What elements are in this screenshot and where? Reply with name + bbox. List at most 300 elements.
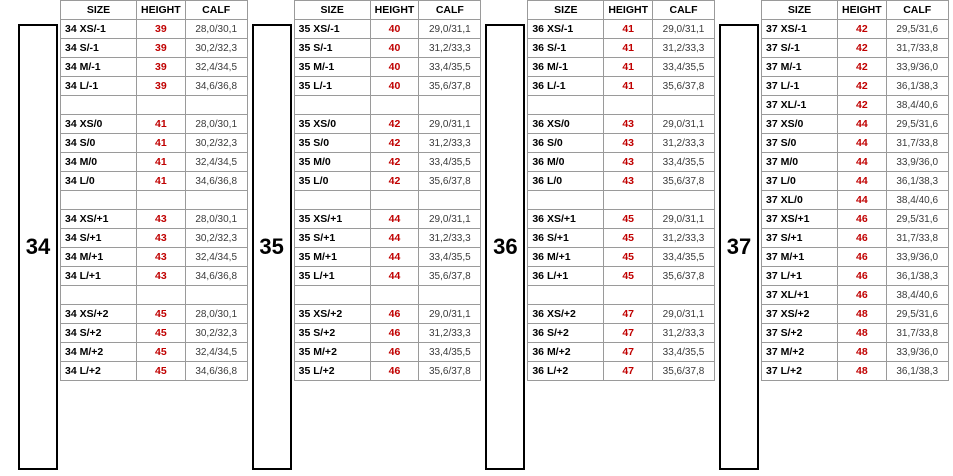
cell-height: 41 xyxy=(137,172,186,191)
size-table xyxy=(60,0,248,381)
group-label: 35 xyxy=(252,24,292,470)
cell-size: 36 S/-1 xyxy=(528,39,604,58)
table-spacer-row xyxy=(61,286,248,305)
table-row xyxy=(61,115,248,134)
cell-height: 41 xyxy=(604,77,653,96)
empty-cell xyxy=(653,191,715,210)
cell-size: 37 XL/-1 xyxy=(762,96,838,115)
cell-calf: 38,4/40,6 xyxy=(886,191,948,210)
empty-cell xyxy=(185,96,247,115)
cell-calf: 29,0/31,1 xyxy=(653,210,715,229)
empty-cell xyxy=(61,191,137,210)
empty-cell xyxy=(370,286,419,305)
cell-size: 35 L/+1 xyxy=(294,267,370,286)
column-header-calf: CALF xyxy=(653,1,715,20)
cell-size: 35 XS/+1 xyxy=(294,210,370,229)
empty-cell xyxy=(419,286,481,305)
cell-size: 37 XS/+2 xyxy=(762,305,838,324)
cell-size: 35 XS/0 xyxy=(294,115,370,134)
table-row xyxy=(294,324,481,343)
cell-calf: 33,9/36,0 xyxy=(886,153,948,172)
empty-cell xyxy=(137,286,186,305)
cell-size: 34 L/+2 xyxy=(61,362,137,381)
column-header-height: HEIGHT xyxy=(838,1,887,20)
cell-size: 37 XL/+1 xyxy=(762,286,838,305)
cell-calf: 33,4/35,5 xyxy=(419,248,481,267)
cell-calf: 32,4/34,5 xyxy=(185,153,247,172)
table-row xyxy=(762,20,949,39)
cell-size: 37 XS/-1 xyxy=(762,20,838,39)
table-row xyxy=(61,324,248,343)
table-row xyxy=(528,58,715,77)
cell-height: 47 xyxy=(604,362,653,381)
table-row xyxy=(61,210,248,229)
empty-cell xyxy=(419,191,481,210)
cell-calf: 35,6/37,8 xyxy=(419,172,481,191)
cell-calf: 35,6/37,8 xyxy=(653,362,715,381)
cell-calf: 33,4/35,5 xyxy=(653,58,715,77)
cell-height: 48 xyxy=(838,362,887,381)
cell-height: 40 xyxy=(370,58,419,77)
table-row xyxy=(61,39,248,58)
cell-size: 36 S/+2 xyxy=(528,324,604,343)
cell-height: 47 xyxy=(604,305,653,324)
empty-cell xyxy=(604,191,653,210)
table-row xyxy=(294,248,481,267)
size-table xyxy=(294,0,482,381)
empty-cell xyxy=(61,96,137,115)
cell-size: 35 M/+1 xyxy=(294,248,370,267)
column-header-calf: CALF xyxy=(185,1,247,20)
cell-height: 45 xyxy=(604,229,653,248)
cell-size: 34 M/0 xyxy=(61,153,137,172)
size-group xyxy=(252,0,482,474)
cell-size: 36 M/0 xyxy=(528,153,604,172)
size-table xyxy=(527,0,715,381)
size-table-wrapper xyxy=(294,0,482,474)
column-header-calf: CALF xyxy=(419,1,481,20)
table-row xyxy=(294,229,481,248)
cell-height: 46 xyxy=(370,343,419,362)
cell-calf: 35,6/37,8 xyxy=(419,362,481,381)
empty-cell xyxy=(61,286,137,305)
cell-size: 35 S/0 xyxy=(294,134,370,153)
table-row xyxy=(762,191,949,210)
group-label: 37 xyxy=(719,24,759,470)
cell-height: 46 xyxy=(838,210,887,229)
empty-cell xyxy=(653,286,715,305)
table-row xyxy=(528,39,715,58)
table-row xyxy=(61,20,248,39)
table-row xyxy=(61,343,248,362)
column-header-calf: CALF xyxy=(886,1,948,20)
cell-size: 36 XS/-1 xyxy=(528,20,604,39)
cell-height: 43 xyxy=(137,267,186,286)
column-header-height: HEIGHT xyxy=(137,1,186,20)
cell-size: 37 M/0 xyxy=(762,153,838,172)
cell-height: 45 xyxy=(137,362,186,381)
cell-calf: 34,6/36,8 xyxy=(185,362,247,381)
cell-size: 34 S/0 xyxy=(61,134,137,153)
cell-calf: 28,0/30,1 xyxy=(185,210,247,229)
cell-size: 35 L/0 xyxy=(294,172,370,191)
table-row xyxy=(294,134,481,153)
cell-height: 45 xyxy=(137,343,186,362)
cell-calf: 31,7/33,8 xyxy=(886,39,948,58)
table-row xyxy=(294,77,481,96)
table-header-row xyxy=(762,1,949,20)
cell-calf: 29,0/31,1 xyxy=(419,210,481,229)
empty-cell xyxy=(653,96,715,115)
table-row xyxy=(61,172,248,191)
cell-height: 42 xyxy=(838,39,887,58)
table-row xyxy=(294,267,481,286)
table-row xyxy=(762,286,949,305)
cell-size: 36 L/+1 xyxy=(528,267,604,286)
cell-calf: 30,2/32,3 xyxy=(185,134,247,153)
cell-calf: 33,9/36,0 xyxy=(886,58,948,77)
empty-cell xyxy=(370,191,419,210)
table-row xyxy=(762,172,949,191)
cell-size: 37 L/-1 xyxy=(762,77,838,96)
empty-cell xyxy=(137,191,186,210)
table-row xyxy=(762,115,949,134)
table-spacer-row xyxy=(61,96,248,115)
cell-size: 35 XS/-1 xyxy=(294,20,370,39)
cell-calf: 36,1/38,3 xyxy=(886,267,948,286)
cell-calf: 28,0/30,1 xyxy=(185,305,247,324)
cell-calf: 33,4/35,5 xyxy=(653,153,715,172)
table-row xyxy=(762,343,949,362)
cell-calf: 33,9/36,0 xyxy=(886,343,948,362)
cell-calf: 29,0/31,1 xyxy=(653,115,715,134)
cell-height: 47 xyxy=(604,324,653,343)
cell-size: 34 S/+1 xyxy=(61,229,137,248)
cell-size: 36 M/+2 xyxy=(528,343,604,362)
cell-calf: 36,1/38,3 xyxy=(886,362,948,381)
cell-calf: 33,4/35,5 xyxy=(419,343,481,362)
empty-cell xyxy=(185,286,247,305)
cell-height: 42 xyxy=(838,58,887,77)
table-spacer-row xyxy=(528,286,715,305)
cell-size: 37 XL/0 xyxy=(762,191,838,210)
cell-size: 34 S/+2 xyxy=(61,324,137,343)
table-row xyxy=(61,134,248,153)
cell-size: 34 S/-1 xyxy=(61,39,137,58)
cell-size: 34 M/+1 xyxy=(61,248,137,267)
cell-size: 36 XS/+1 xyxy=(528,210,604,229)
cell-size: 36 S/+1 xyxy=(528,229,604,248)
cell-calf: 35,6/37,8 xyxy=(653,267,715,286)
cell-height: 42 xyxy=(838,96,887,115)
cell-height: 48 xyxy=(838,305,887,324)
cell-calf: 32,4/34,5 xyxy=(185,58,247,77)
table-row xyxy=(762,210,949,229)
size-group xyxy=(719,0,949,474)
column-header-size: SIZE xyxy=(528,1,604,20)
cell-calf: 32,4/34,5 xyxy=(185,343,247,362)
cell-calf: 35,6/37,8 xyxy=(653,77,715,96)
cell-height: 44 xyxy=(838,153,887,172)
table-header-row xyxy=(294,1,481,20)
table-row xyxy=(762,134,949,153)
size-table-wrapper xyxy=(60,0,248,474)
table-spacer-row xyxy=(61,191,248,210)
cell-calf: 29,0/31,1 xyxy=(419,20,481,39)
cell-height: 40 xyxy=(370,39,419,58)
cell-size: 37 XS/0 xyxy=(762,115,838,134)
cell-height: 44 xyxy=(370,248,419,267)
cell-size: 35 M/0 xyxy=(294,153,370,172)
cell-size: 36 S/0 xyxy=(528,134,604,153)
cell-calf: 29,0/31,1 xyxy=(653,20,715,39)
cell-height: 43 xyxy=(137,248,186,267)
cell-calf: 35,6/37,8 xyxy=(419,77,481,96)
table-row xyxy=(61,58,248,77)
cell-calf: 33,4/35,5 xyxy=(419,153,481,172)
cell-calf: 31,2/33,3 xyxy=(419,324,481,343)
cell-calf: 33,4/35,5 xyxy=(653,343,715,362)
cell-size: 35 S/+1 xyxy=(294,229,370,248)
cell-calf: 34,6/36,8 xyxy=(185,267,247,286)
empty-cell xyxy=(294,286,370,305)
cell-size: 34 XS/-1 xyxy=(61,20,137,39)
cell-height: 41 xyxy=(604,58,653,77)
empty-cell xyxy=(604,96,653,115)
table-row xyxy=(528,77,715,96)
cell-size: 37 M/-1 xyxy=(762,58,838,77)
table-row xyxy=(528,229,715,248)
empty-cell xyxy=(528,191,604,210)
empty-cell xyxy=(528,96,604,115)
cell-calf: 29,0/31,1 xyxy=(419,115,481,134)
cell-height: 41 xyxy=(604,39,653,58)
cell-height: 41 xyxy=(137,115,186,134)
cell-size: 34 L/+1 xyxy=(61,267,137,286)
table-row xyxy=(528,172,715,191)
cell-height: 44 xyxy=(838,134,887,153)
cell-calf: 29,5/31,6 xyxy=(886,210,948,229)
table-row xyxy=(294,362,481,381)
cell-size: 36 L/0 xyxy=(528,172,604,191)
table-row xyxy=(762,362,949,381)
cell-height: 44 xyxy=(838,115,887,134)
cell-height: 39 xyxy=(137,20,186,39)
cell-height: 48 xyxy=(838,343,887,362)
empty-cell xyxy=(370,96,419,115)
cell-size: 37 M/+2 xyxy=(762,343,838,362)
cell-height: 43 xyxy=(137,210,186,229)
cell-height: 45 xyxy=(604,210,653,229)
table-row xyxy=(294,210,481,229)
cell-calf: 33,4/35,5 xyxy=(419,58,481,77)
cell-calf: 34,6/36,8 xyxy=(185,172,247,191)
table-row xyxy=(762,153,949,172)
table-row xyxy=(528,362,715,381)
cell-calf: 35,6/37,8 xyxy=(419,267,481,286)
cell-size: 37 S/-1 xyxy=(762,39,838,58)
cell-size: 36 M/+1 xyxy=(528,248,604,267)
table-row xyxy=(528,248,715,267)
table-row xyxy=(294,58,481,77)
cell-calf: 31,2/33,3 xyxy=(419,134,481,153)
cell-calf: 28,0/30,1 xyxy=(185,20,247,39)
table-row xyxy=(528,134,715,153)
table-spacer-row xyxy=(528,191,715,210)
cell-height: 44 xyxy=(370,267,419,286)
cell-size: 36 M/-1 xyxy=(528,58,604,77)
cell-size: 37 L/0 xyxy=(762,172,838,191)
table-row xyxy=(61,248,248,267)
cell-height: 42 xyxy=(370,115,419,134)
cell-height: 45 xyxy=(604,248,653,267)
cell-calf: 30,2/32,3 xyxy=(185,39,247,58)
cell-size: 36 XS/+2 xyxy=(528,305,604,324)
cell-size: 34 XS/+1 xyxy=(61,210,137,229)
cell-height: 44 xyxy=(370,229,419,248)
table-row xyxy=(294,172,481,191)
table-row xyxy=(294,343,481,362)
cell-size: 35 S/-1 xyxy=(294,39,370,58)
cell-size: 36 L/+2 xyxy=(528,362,604,381)
cell-height: 46 xyxy=(370,305,419,324)
cell-height: 46 xyxy=(370,362,419,381)
cell-size: 37 S/0 xyxy=(762,134,838,153)
cell-size: 35 L/+2 xyxy=(294,362,370,381)
cell-calf: 29,0/31,1 xyxy=(419,305,481,324)
group-label: 36 xyxy=(485,24,525,470)
table-row xyxy=(528,20,715,39)
cell-height: 41 xyxy=(137,153,186,172)
cell-height: 40 xyxy=(370,20,419,39)
cell-height: 39 xyxy=(137,77,186,96)
cell-calf: 36,1/38,3 xyxy=(886,77,948,96)
table-row xyxy=(61,362,248,381)
table-row xyxy=(294,153,481,172)
column-header-size: SIZE xyxy=(762,1,838,20)
table-spacer-row xyxy=(294,286,481,305)
cell-size: 37 S/+2 xyxy=(762,324,838,343)
table-row xyxy=(61,77,248,96)
cell-calf: 31,2/33,3 xyxy=(419,229,481,248)
table-row xyxy=(762,305,949,324)
table-row xyxy=(61,229,248,248)
cell-calf: 31,2/33,3 xyxy=(653,134,715,153)
table-row xyxy=(528,324,715,343)
table-row xyxy=(762,58,949,77)
cell-height: 40 xyxy=(370,77,419,96)
column-header-height: HEIGHT xyxy=(604,1,653,20)
cell-calf: 29,0/31,1 xyxy=(653,305,715,324)
size-group xyxy=(485,0,715,474)
table-row xyxy=(294,39,481,58)
cell-size: 34 XS/+2 xyxy=(61,305,137,324)
table-row xyxy=(762,248,949,267)
table-row xyxy=(61,305,248,324)
cell-calf: 38,4/40,6 xyxy=(886,96,948,115)
cell-calf: 35,6/37,8 xyxy=(653,172,715,191)
table-row xyxy=(762,229,949,248)
cell-calf: 28,0/30,1 xyxy=(185,115,247,134)
cell-calf: 29,5/31,6 xyxy=(886,20,948,39)
table-row xyxy=(61,153,248,172)
cell-calf: 31,2/33,3 xyxy=(653,229,715,248)
table-row xyxy=(528,305,715,324)
cell-calf: 38,4/40,6 xyxy=(886,286,948,305)
cell-size: 36 L/-1 xyxy=(528,77,604,96)
cell-height: 45 xyxy=(137,305,186,324)
cell-height: 42 xyxy=(838,77,887,96)
empty-cell xyxy=(137,96,186,115)
table-row xyxy=(294,115,481,134)
cell-height: 39 xyxy=(137,58,186,77)
cell-height: 43 xyxy=(604,153,653,172)
cell-height: 46 xyxy=(370,324,419,343)
table-header-row xyxy=(61,1,248,20)
cell-size: 35 L/-1 xyxy=(294,77,370,96)
cell-height: 43 xyxy=(137,229,186,248)
cell-height: 42 xyxy=(370,172,419,191)
size-table-wrapper xyxy=(761,0,949,474)
cell-height: 43 xyxy=(604,115,653,134)
table-row xyxy=(762,267,949,286)
cell-height: 45 xyxy=(604,267,653,286)
cell-calf: 31,7/33,8 xyxy=(886,324,948,343)
cell-height: 46 xyxy=(838,229,887,248)
cell-height: 44 xyxy=(838,191,887,210)
table-spacer-row xyxy=(294,191,481,210)
column-header-height: HEIGHT xyxy=(370,1,419,20)
empty-cell xyxy=(185,191,247,210)
cell-size: 37 M/+1 xyxy=(762,248,838,267)
cell-size: 37 S/+1 xyxy=(762,229,838,248)
cell-calf: 31,2/33,3 xyxy=(419,39,481,58)
cell-size: 35 XS/+2 xyxy=(294,305,370,324)
cell-calf: 31,2/33,3 xyxy=(653,39,715,58)
table-row xyxy=(528,343,715,362)
cell-height: 44 xyxy=(838,172,887,191)
cell-calf: 31,7/33,8 xyxy=(886,229,948,248)
cell-size: 36 XS/0 xyxy=(528,115,604,134)
empty-cell xyxy=(419,96,481,115)
cell-size: 35 M/-1 xyxy=(294,58,370,77)
table-spacer-row xyxy=(528,96,715,115)
cell-height: 46 xyxy=(838,267,887,286)
cell-size: 35 M/+2 xyxy=(294,343,370,362)
cell-height: 39 xyxy=(137,39,186,58)
empty-cell xyxy=(528,286,604,305)
cell-calf: 30,2/32,3 xyxy=(185,229,247,248)
size-group xyxy=(18,0,248,474)
cell-size: 37 L/+2 xyxy=(762,362,838,381)
table-row xyxy=(762,96,949,115)
cell-height: 41 xyxy=(137,134,186,153)
cell-size: 37 XS/+1 xyxy=(762,210,838,229)
cell-calf: 29,5/31,6 xyxy=(886,115,948,134)
cell-size: 37 L/+1 xyxy=(762,267,838,286)
table-row xyxy=(294,305,481,324)
cell-size: 34 L/0 xyxy=(61,172,137,191)
cell-calf: 33,9/36,0 xyxy=(886,248,948,267)
table-row xyxy=(762,77,949,96)
cell-calf: 31,7/33,8 xyxy=(886,134,948,153)
empty-cell xyxy=(294,191,370,210)
cell-height: 43 xyxy=(604,134,653,153)
table-header-row xyxy=(528,1,715,20)
group-label: 34 xyxy=(18,24,58,470)
cell-height: 42 xyxy=(370,134,419,153)
cell-calf: 31,2/33,3 xyxy=(653,324,715,343)
